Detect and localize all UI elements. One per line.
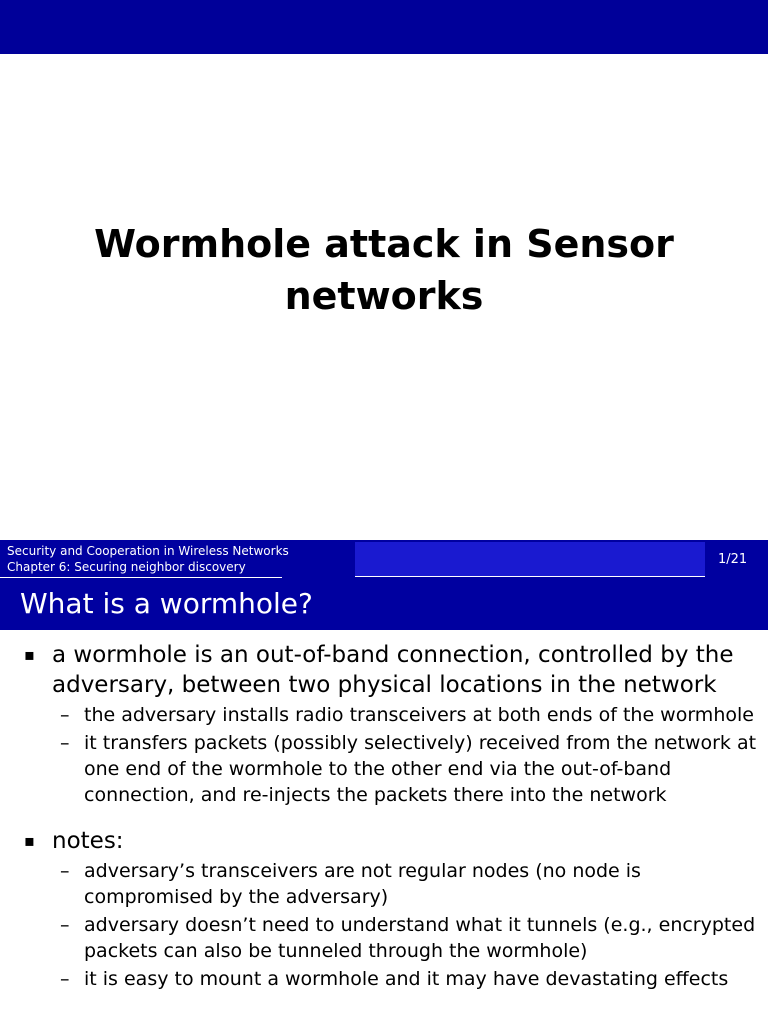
square-bullet-icon: ▪	[24, 831, 35, 850]
chapter-title: Chapter 6: Securing neighbor discovery	[7, 559, 246, 574]
slide-header	[0, 540, 768, 630]
sub-bullet-text: the adversary installs radio transceivers at both ends of the wormhole	[84, 704, 754, 726]
sub-bullet-text: it is easy to mount a wormhole and it may have devastating effects	[84, 968, 729, 990]
header-panel	[355, 542, 705, 577]
bullet-text: notes:	[52, 828, 124, 854]
title-slide-heading	[0, 218, 768, 322]
title-line-2: networks	[284, 274, 484, 318]
title-line-1: Wormhole attack in Sensor	[94, 222, 674, 266]
slide-title: What is a wormhole?	[20, 587, 313, 620]
dash-bullet-icon: –	[60, 968, 70, 990]
bullet-text: a wormhole is an out-of-band connection, controlled by the adversary, between two physical locations in the network	[52, 642, 734, 698]
bullet-wormhole-definition	[0, 640, 768, 700]
bullet-notes	[0, 826, 768, 856]
sub-bullet-not-regular-nodes	[0, 858, 768, 910]
sub-bullet-tunneling	[0, 912, 768, 964]
dash-bullet-icon: –	[60, 732, 70, 754]
header-top-bar	[0, 540, 768, 578]
sub-bullet-text: adversary doesn’t need to understand what it tunnels (e.g., encrypted packets can also be tunneled through the wormhole)	[84, 914, 756, 962]
sub-bullet-text: adversary’s transceivers are not regular nodes (no node is compromised by the adversary)	[84, 860, 641, 908]
header-divider	[0, 577, 282, 578]
dash-bullet-icon: –	[60, 860, 70, 882]
page-number: 1/21	[718, 552, 748, 567]
course-title: Security and Cooperation in Wireless Networks	[7, 544, 289, 558]
sub-bullet-transceivers	[0, 702, 768, 728]
sub-bullet-easy-to-mount	[0, 966, 768, 992]
square-bullet-icon: ▪	[24, 645, 35, 664]
sub-bullet-text: it transfers packets (possibly selectively) received from the network at one end of the wormhole to the other end via the out-of-band connection, and re-injects the packets there into the network	[84, 732, 757, 806]
dash-bullet-icon: –	[60, 704, 70, 726]
slide-body	[0, 640, 768, 992]
course-info	[7, 544, 289, 575]
dash-bullet-icon: –	[60, 914, 70, 936]
sub-bullet-transfer	[0, 730, 768, 808]
section-gap	[0, 808, 768, 826]
top-band	[0, 0, 768, 54]
